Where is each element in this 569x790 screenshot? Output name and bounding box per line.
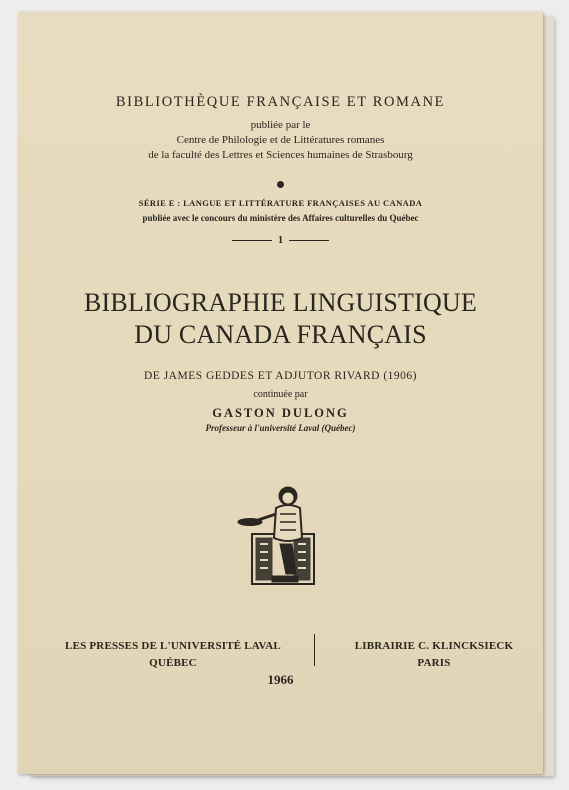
author-affiliation: Professeur à l'université Laval (Québec) <box>205 423 356 433</box>
series-subtitle: SÉRIE E : LANGUE ET LITTÉRATURE FRANÇAISES AU CANADA <box>138 198 423 208</box>
publisher-left <box>48 638 298 672</box>
publisher-right-name: LIBRAIRIE C. KLINCKSIECK <box>354 640 514 652</box>
book-title <box>18 287 543 351</box>
series-title: BIBLIOTHÈQUE FRANÇAISE ET ROMANE <box>115 94 446 110</box>
publisher-right-city: PARIS <box>417 657 451 669</box>
volume-number-row <box>18 235 543 246</box>
author-name: GASTON DULONG <box>212 406 349 420</box>
book-cover <box>18 12 543 774</box>
bullet-ornament <box>18 175 543 182</box>
publication-year: 1966 <box>267 672 294 687</box>
publisher-right <box>334 638 534 672</box>
publisher-left-name: LES PRESSES DE L'UNIVERSITÉ LAVAL <box>65 640 281 652</box>
published-by-line-2: Centre de Philologie et de Littératures romanes <box>176 134 385 146</box>
rule-right <box>289 240 329 241</box>
publisher-divider <box>314 634 315 666</box>
volume-number: 1 <box>277 235 284 246</box>
rule-left <box>232 240 272 241</box>
book-title-line-2: DU CANADA FRANÇAIS <box>134 320 427 349</box>
concours-line: publiée avec le concours du ministère des Affaires culturelles du Québec <box>142 213 419 223</box>
continued-by-label: continuée par <box>253 389 308 400</box>
published-by-line-1: publiée par le <box>250 119 311 131</box>
published-by-line-3: de la faculté des Lettres et Sciences humaines de Strasbourg <box>148 149 413 161</box>
publisher-left-city: QUÉBEC <box>149 657 197 669</box>
original-authors: DE JAMES GEDDES ET ADJUTOR RIVARD (1906) <box>143 370 418 382</box>
scholar-emblem-icon <box>236 484 332 588</box>
book-title-line-1: BIBLIOGRAPHIE LINGUISTIQUE <box>84 288 477 317</box>
